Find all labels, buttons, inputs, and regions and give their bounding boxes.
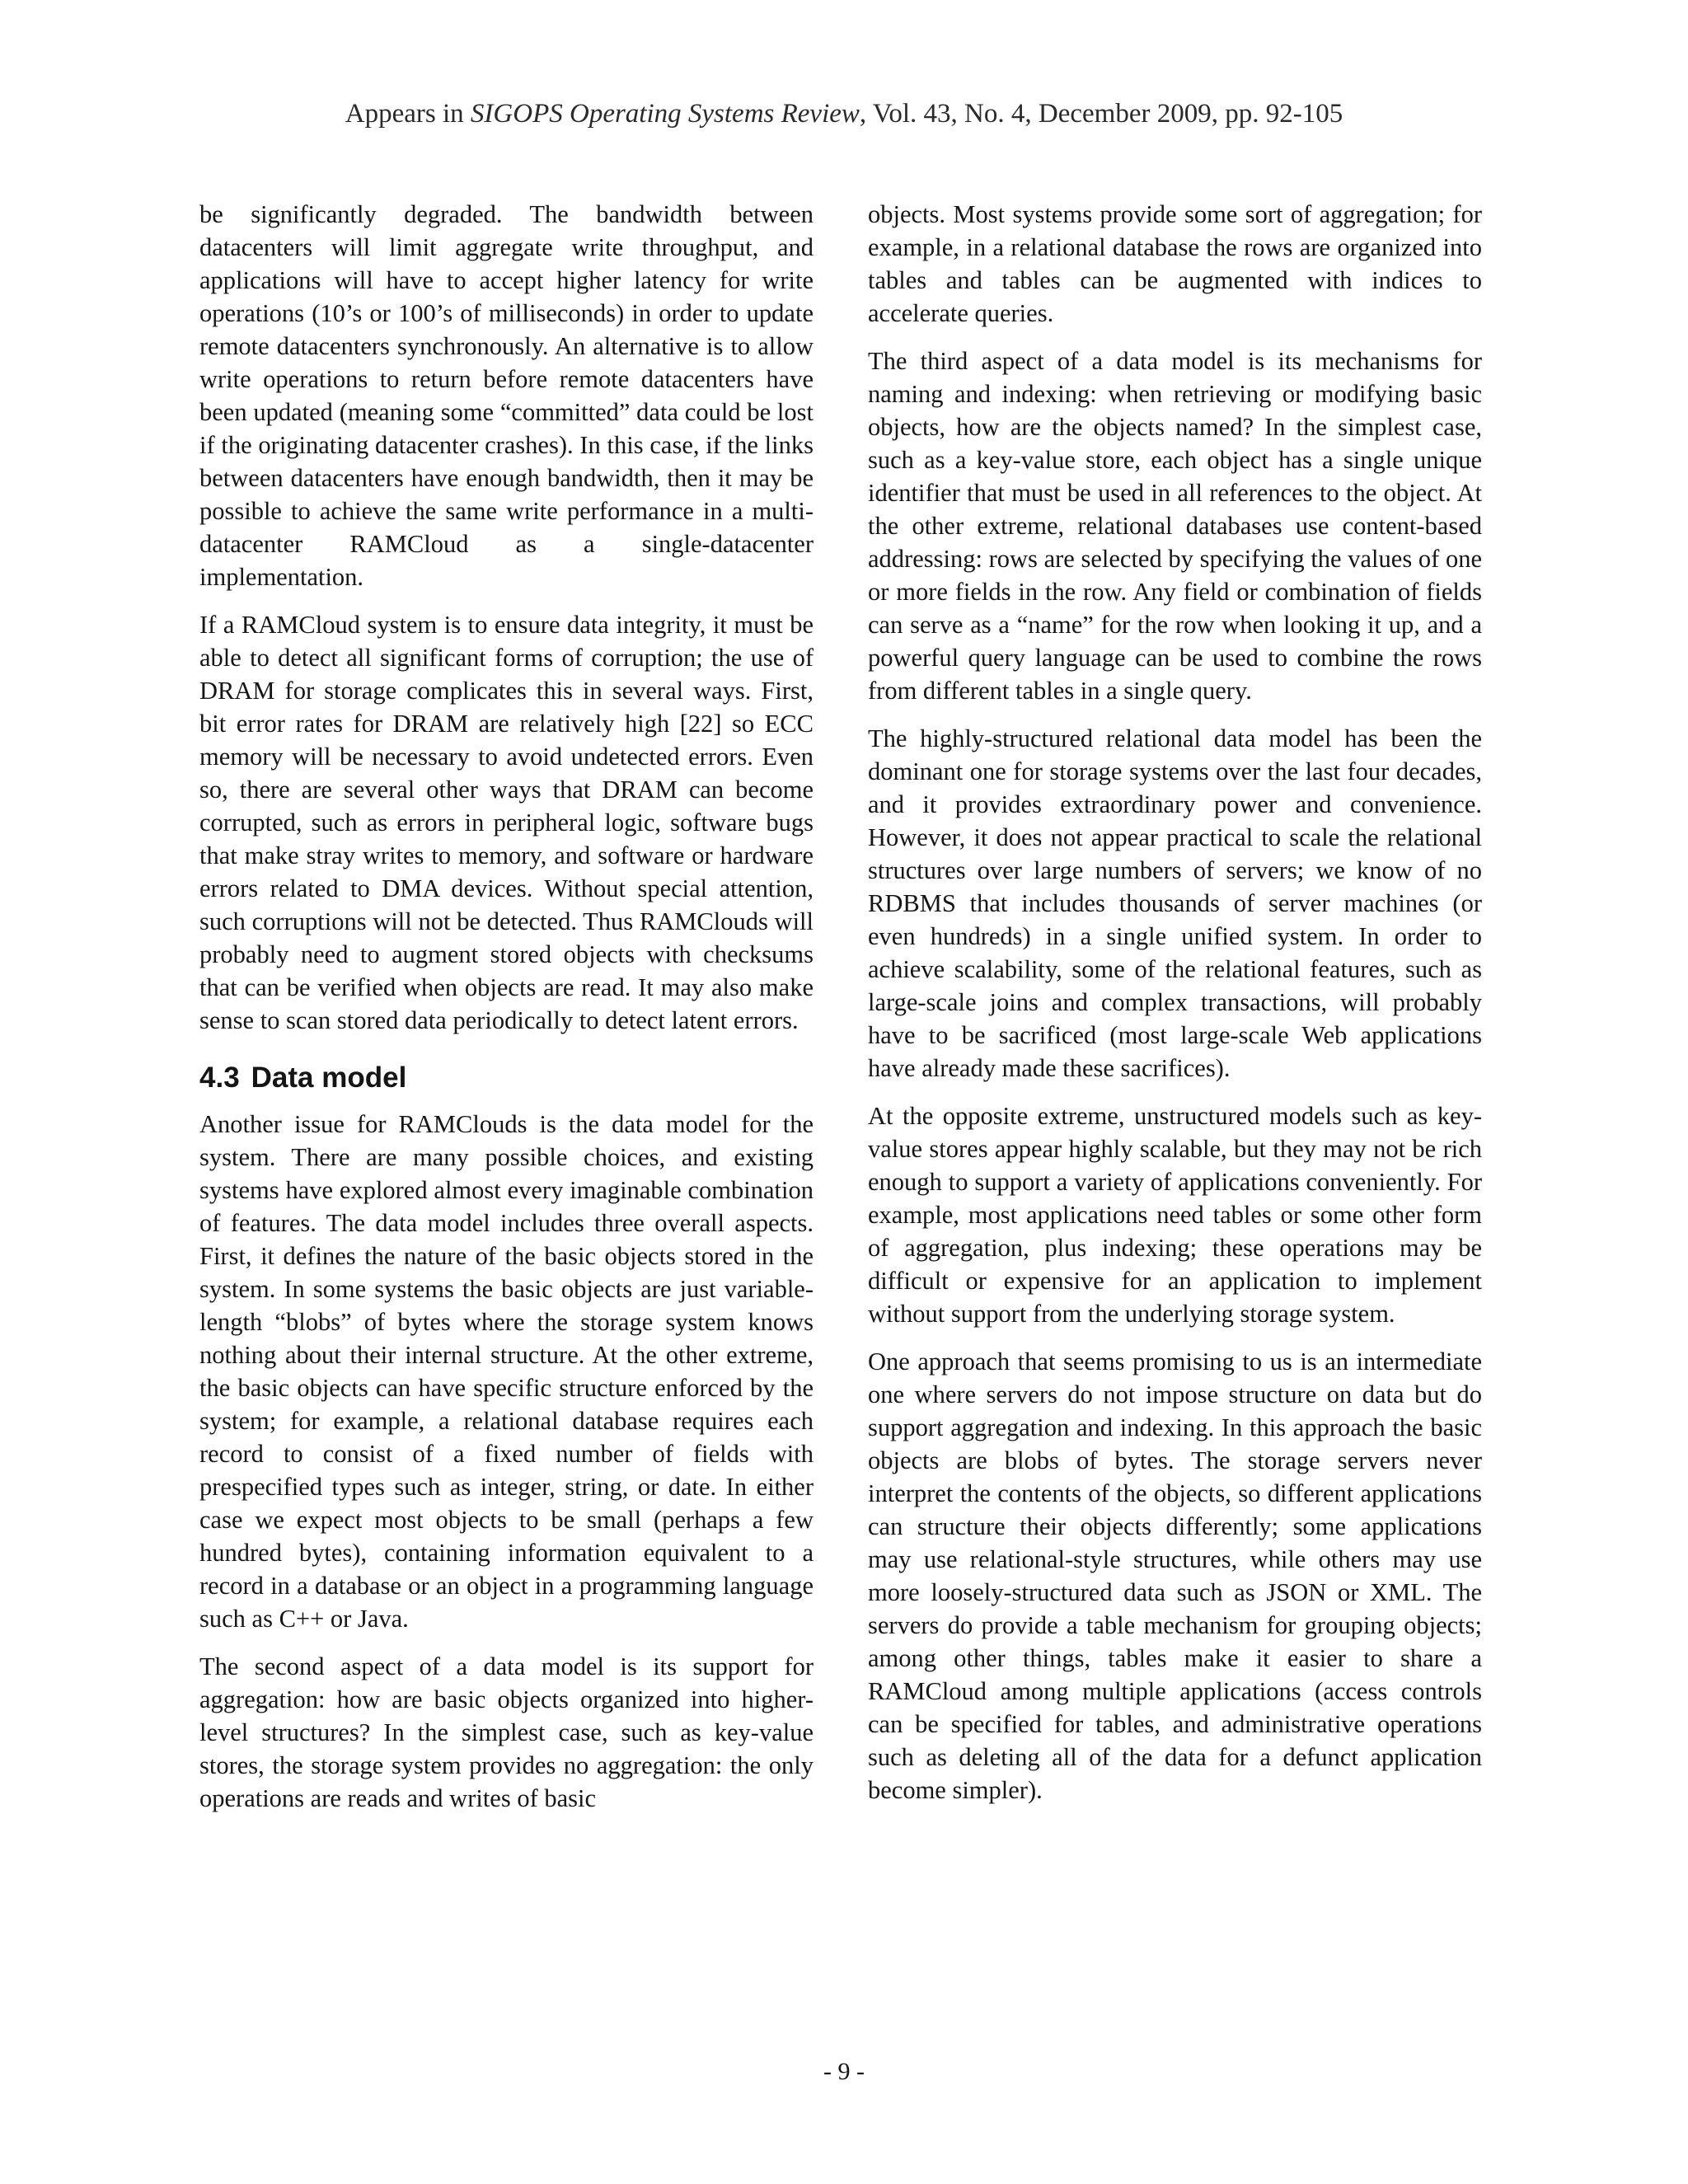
section-heading — [199, 1060, 814, 1096]
journal-name: SIGOPS Operating Systems Review — [470, 99, 860, 129]
paragraph: The second aspect of a data model is its support for aggregation: how are basic objects organized into higher-level structures? In the simplest case, such as key-value stores, the storage system provides no aggregation: the only operations are reads and writes of basic — [199, 1652, 814, 1812]
header-suffix: , Vol. 43, No. 4, December 2009, pp. 92-105 — [859, 99, 1343, 129]
paragraph: The third aspect of a data model is its mechanisms for naming and indexing: when retrieving or modifying basic objects, how are the objects named? In the simplest case, such as a key-value store, each object has a single unique identifier that must be used in all references to the object. At the other extreme, relational databases use content-based addressing: rows are selected by specifying the values of one or more fields in the row. Any field or combination of fields can serve as a “name” for the row when looking it up, and a powerful query language can be used to combine the rows from different tables in a single query. — [868, 347, 1482, 705]
paragraph: The highly-structured relational data model has been the dominant one for storage systems over the last four decades, and it provides extraordinary power and convenience. However, it does not appear practical to scale the relational structures over large numbers of servers; we know of no RDBMS that includes thousands of server machines (or even hundreds) in a single unified system. In order to achieve scalability, some of the relational features, such as large-scale joins and complex transactions, will probably have to be sacrificed (most large-scale Web applications have already made these sacrifices). — [868, 724, 1482, 1082]
section-number: 4.3 — [199, 1062, 240, 1094]
paragraph: objects. Most systems provide some sort of aggregation; for example, in a relational database the rows are organized into tables and tables can be augmented with indices to accelerate queries. — [868, 200, 1482, 327]
paragraph: Another issue for RAMClouds is the data model for the system. There are many possible choices, and existing systems have explored almost every imaginable combination of features. The data model includes three overall aspects. First, it defines the nature of the basic objects stored in the system. In some systems the basic objects are just variable-length “blobs” of bytes where the storage system knows nothing about their internal structure. At the other extreme, the basic objects can have specific structure enforced by the system; for example, a relational database requires each record to consist of a fixed number of fields with prespecified types such as integer, string, or date. In either case we expect most objects to be small (perhaps a few hundred bytes), containing information equivalent to a record in a database or an object in a programming language such as C++ or Java. — [199, 1110, 814, 1633]
header-prefix: Appears in — [345, 99, 471, 129]
paragraph: At the opposite extreme, unstructured models such as key-value stores appear highly scalable, but they may not be rich enough to support a variety of applications conveniently. For example, most applications need tables or some other form of aggregation, plus indexing; these operations may be difficult or expensive for an application to implement without support from the underlying storage system. — [868, 1102, 1482, 1328]
paragraph: be significantly degraded. The bandwidth between datacenters will limit aggregate write throughput, and applications will have to accept higher latency for write operations (10’s or 100’s of milliseconds) in order to update remote datacenters synchronously. An alternative is to allow write operations to return before remote datacenters have been updated (meaning some “committed” data could be lost if the originating datacenter crashes). In this case, if the links between datacenters have enough bandwidth, then it may be possible to achieve the same write performance in a multi-datacenter RAMCloud as a single-datacenter implementation. — [199, 200, 814, 591]
paragraph: If a RAMCloud system is to ensure data integrity, it must be able to detect all significant forms of corruption; the use of DRAM for storage complicates this in several ways. First, bit error rates for DRAM are relatively high [22] so ECC memory will be necessary to avoid undetected errors. Even so, there are several other ways that DRAM can become corrupted, such as errors in peripheral logic, software bugs that make stray writes to memory, and software or hardware errors related to DMA devices. Without special attention, such corruptions will not be detected. Thus RAMClouds will probably need to augment stored objects with checksums that can be verified when objects are read. It may also make sense to scan stored data periodically to detect latent errors. — [199, 611, 814, 1034]
running-header — [0, 97, 1688, 130]
left-column — [199, 198, 814, 1815]
paragraph: One approach that seems promising to us is an intermediate one where servers do not impose structure on data but do support aggregation and indexing. In this approach the basic objects are blobs of bytes. The storage servers never interpret the contents of the objects, so different applications can structure their objects differently; some applications may use relational-style structures, while others may use more loosely-structured data such as JSON or XML. The servers do provide a table mechanism for grouping objects; among other things, tables make it easier to share a RAMCloud among multiple applications (access controls can be specified for tables, and administrative operations such as deleting all of the data for a defunct application become simpler). — [868, 1347, 1482, 1804]
right-column — [868, 198, 1482, 1807]
section-title: Data model — [251, 1062, 407, 1094]
page-number: - 9 - — [823, 2058, 865, 2085]
